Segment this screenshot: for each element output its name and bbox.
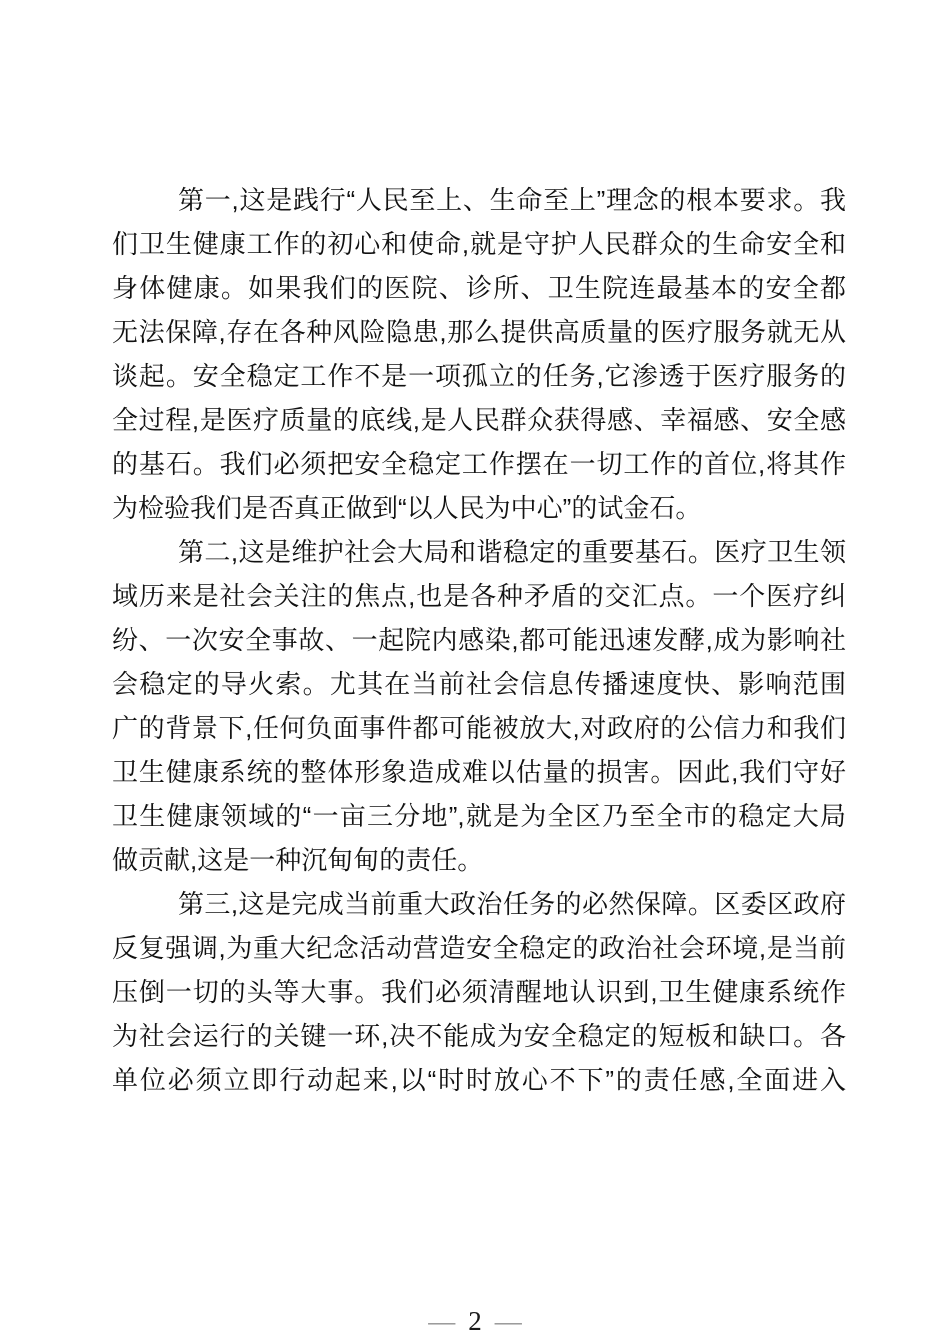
- text-line: 全过程,是医疗质量的底线,是人民群众获得感、幸福感、安全感: [112, 405, 846, 435]
- text-line: 广的背景下,任何负面事件都可能被放大,对政府的公信力和我们: [112, 713, 846, 743]
- text-line: 为社会运行的关键一环,决不能成为安全稳定的短板和缺口。各: [112, 1021, 846, 1051]
- text-line: 卫生健康领域的“一亩三分地”,就是为全区乃至全市的稳定大局: [112, 801, 846, 831]
- text-line: 域历来是社会关注的焦点,也是各种矛盾的交汇点。一个医疗纠: [112, 581, 846, 611]
- text-line: 谈起。安全稳定工作不是一项孤立的任务,它渗透于医疗服务的: [112, 361, 846, 391]
- page-number: 2: [468, 1306, 482, 1336]
- text-line: 反复强调,为重大纪念活动营造安全稳定的政治社会环境,是当前: [112, 933, 846, 963]
- page-footer: [0, 1303, 950, 1339]
- text-line: 为检验我们是否真正做到“以人民为中心”的试金石。: [112, 493, 702, 523]
- text-line: 第一,这是践行“人民至上、生命至上”理念的根本要求。我: [178, 185, 846, 215]
- text-line: 压倒一切的头等大事。我们必须清醒地认识到,卫生健康系统作: [112, 977, 846, 1007]
- text-line: 卫生健康系统的整体形象造成难以估量的损害。因此,我们守好: [112, 757, 846, 787]
- text-line: 们卫生健康工作的初心和使命,就是守护人民群众的生命安全和: [112, 229, 846, 259]
- text-line: 身体健康。如果我们的医院、诊所、卫生院连最基本的安全都: [112, 273, 846, 303]
- paragraph-1: [112, 178, 846, 530]
- text-line: 做贡献,这是一种沉甸甸的责任。: [112, 845, 484, 875]
- document-body: [112, 178, 846, 1102]
- text-line: 会稳定的导火索。尤其在当前社会信息传播速度快、影响范围: [112, 669, 846, 699]
- text-line: 第二,这是维护社会大局和谐稳定的重要基石。医疗卫生领: [178, 537, 846, 567]
- text-line: 纷、一次安全事故、一起院内感染,都可能迅速发酵,成为影响社: [112, 625, 846, 655]
- text-line: 无法保障,存在各种风险隐患,那么提供高质量的医疗服务就无从: [112, 317, 846, 347]
- text-line: 第三,这是完成当前重大政治任务的必然保障。区委区政府: [178, 889, 846, 919]
- paragraph-3: [112, 882, 846, 1102]
- footer-dash-left: —: [428, 1306, 456, 1336]
- footer-dash-right: —: [494, 1306, 522, 1336]
- paragraph-2: [112, 530, 846, 882]
- text-line: 的基石。我们必须把安全稳定工作摆在一切工作的首位,将其作: [112, 449, 846, 479]
- text-line: 单位必须立即行动起来,以“时时放心不下”的责任感,全面进入: [112, 1065, 846, 1095]
